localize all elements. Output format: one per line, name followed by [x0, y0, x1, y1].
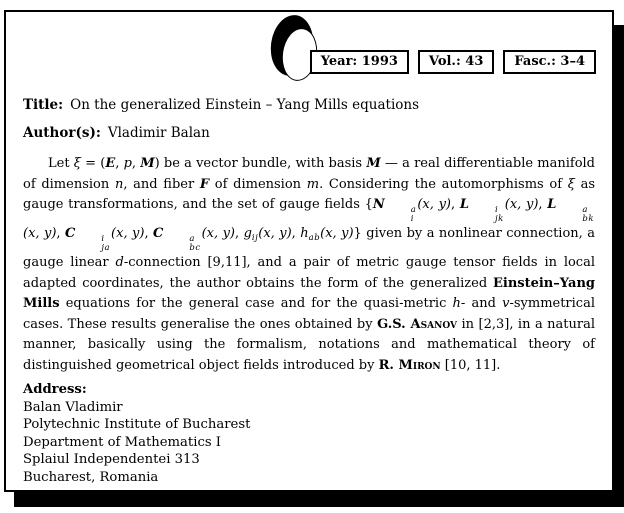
title-label: Title:	[23, 97, 64, 113]
issue-badges	[310, 50, 596, 74]
abstract-paragraph: Let ξ = (E, p, M) be a vector bundle, with basis M — a real differentiable manifold of dimension n, and fiber F of dimension m. Considering the automorphisms of ξ as gauge transformations, and the set of gauge fields {N a i (x, y), L i jk (x, y), L a bk (x, y), C i ja (x, y), C a bc (x, y), $g_{ij}(x$, y), $h_{ab}(x$, y)} given by a nonlinear connection, a gauge linear d-connection [9,11], and a pair of metric gauge tensor fields in local adapted coordinates, the author obtains the form of the generalized Einstein–Yang Mills equations for the general case and for the quasi-metric h- and v-symmetrical cases. These results generalise the ones obtained by G.S. Asanov in [2,3], in a natural manner, basically using the formalism, notations and mathematical theory of distinguished geometrical object fields introduced by R. Miron [10, 11].	[23, 156, 596, 373]
address-label: Address:	[23, 382, 87, 397]
address-line: Department of Mathematics I	[23, 434, 221, 450]
year-badge-label: Year: 1993	[320, 54, 398, 69]
author-label: Author(s):	[23, 125, 101, 141]
year-badge	[310, 50, 409, 74]
volume-badge	[418, 50, 494, 74]
fascicle-badge-label: Fasc.: 3–4	[514, 54, 585, 69]
title-line	[23, 97, 596, 113]
address-block	[23, 381, 250, 486]
author-text: Vladimir Balan	[107, 125, 210, 141]
address-line: Balan Vladimir	[23, 399, 123, 415]
title-text: On the generalized Einstein – Yang Mills equations	[70, 97, 420, 113]
address-line: Splaiul Independentei 313	[23, 452, 200, 467]
fascicle-badge	[503, 50, 596, 74]
volume-badge-label: Vol.: 43	[428, 54, 484, 69]
page-frame	[4, 10, 614, 492]
address-line: Bucharest, Romania	[23, 469, 159, 485]
address-line: Polytechnic Institute of Bucharest	[23, 417, 251, 432]
author-line	[23, 125, 596, 141]
